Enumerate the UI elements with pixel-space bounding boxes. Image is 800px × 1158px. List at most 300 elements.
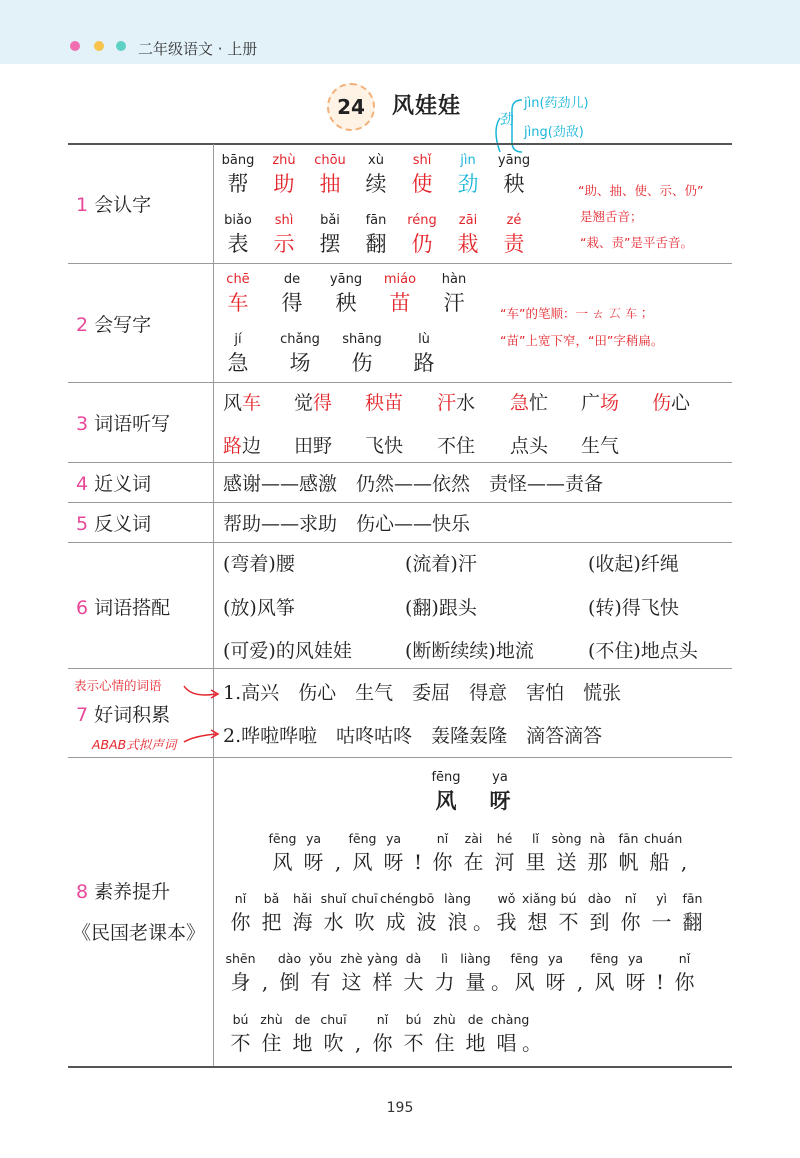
poem-line	[225, 950, 725, 1000]
row-label-7: 7 好词积累	[76, 704, 171, 726]
pinyin: xù	[368, 153, 384, 168]
char-cell	[213, 271, 263, 317]
pinyin: jìn	[460, 153, 476, 168]
row-label-1: 1 会认字	[76, 194, 152, 216]
punctuation	[329, 830, 347, 876]
poem-char	[256, 1011, 287, 1057]
hanzi: 帆	[618, 850, 639, 874]
pinyin: nǐ	[376, 1012, 389, 1027]
arrow-icon	[180, 676, 224, 746]
pinyin: lǐ	[532, 831, 539, 846]
hanzi: 急	[227, 351, 249, 375]
pinyin: chàng	[491, 1012, 530, 1027]
hanzi: 住	[261, 1031, 282, 1055]
dictation-word	[437, 388, 475, 415]
collocation-item: (放)风筝	[223, 597, 295, 619]
poem-title-char	[480, 769, 520, 815]
lesson-title: 风娃娃	[392, 94, 462, 119]
pinyin: chuī	[320, 1012, 347, 1027]
hanzi: 这	[341, 970, 362, 994]
hanzi: 你	[230, 910, 251, 934]
poem-char	[318, 890, 349, 936]
word-segment: 风	[223, 392, 243, 414]
hanzi: 样	[372, 970, 393, 994]
antonyms-text: 帮助——求助 伤心——快乐	[223, 513, 471, 535]
collocation-item: (不住)地点头	[588, 640, 698, 662]
dictation-word	[365, 388, 403, 415]
poem-char	[305, 950, 336, 996]
hanzi: 吹	[354, 910, 375, 934]
hanzi: 不	[230, 1031, 251, 1055]
poem-line	[225, 830, 725, 880]
row-label-8: 8 素养提升	[76, 881, 171, 903]
lesson-number-badge: 24	[327, 83, 375, 131]
pinyin: bú	[405, 1012, 422, 1027]
hanzi: ,	[261, 970, 269, 994]
dictation-word	[510, 431, 548, 458]
hanzi: 风	[435, 788, 457, 813]
pinyin: ya	[492, 770, 508, 785]
word-segment: 伤	[652, 392, 672, 414]
poem-char	[411, 890, 442, 936]
dictation-word	[294, 388, 332, 415]
pinyin: shǐ	[412, 153, 432, 168]
pinyin: hǎi	[292, 891, 313, 906]
pinyin: yāng	[497, 153, 531, 168]
poem-char	[489, 830, 520, 876]
hanzi: 。	[491, 970, 511, 994]
word-segment: 边	[242, 435, 262, 457]
book-title: 二年级语文 · 上册	[138, 40, 258, 58]
page-number: 195	[386, 1100, 414, 1116]
row-label-6: 6 词语搭配	[76, 597, 171, 619]
pinyin: zhè	[340, 951, 363, 966]
hanzi: 风	[514, 970, 535, 994]
hanzi: ,	[680, 850, 688, 874]
hanzi: ,	[576, 970, 584, 994]
word-segment: 车	[242, 392, 262, 414]
pinyin: fēng	[590, 951, 619, 966]
hanzi: 仍	[411, 232, 433, 256]
pinyin: ya	[627, 951, 644, 966]
char-cell	[397, 152, 447, 198]
pinyin: zhù	[260, 1012, 283, 1027]
poem-char	[522, 890, 557, 936]
pinyin: liàng	[460, 951, 491, 966]
pinyin	[571, 950, 589, 968]
pinyin: chē	[226, 272, 250, 287]
hanzi: 助	[273, 172, 295, 196]
hanzi: ,	[354, 1031, 362, 1055]
row-label-4: 4 近义词	[76, 473, 152, 495]
hanzi: 呀	[625, 970, 646, 994]
pinyin: chéng	[380, 891, 419, 906]
hanzi: 风	[272, 850, 293, 874]
hanzi: 地	[465, 1031, 486, 1055]
word-segment: 路	[223, 435, 243, 457]
hanzi: 示	[273, 232, 295, 256]
pinyin: fēng	[510, 951, 539, 966]
row-2-note-1: “车”的笔顺：一 ㄊ 𠫔 车；	[500, 306, 650, 321]
hanzi: 你	[372, 1031, 393, 1055]
hanzi: 翻	[365, 232, 387, 256]
pinyin: ya	[305, 831, 322, 846]
dictation-word	[652, 388, 690, 415]
pinyin: chōu	[314, 153, 346, 168]
poem-char	[347, 830, 378, 876]
char-cell	[375, 271, 425, 317]
yellow-dot	[94, 41, 104, 51]
pinyin: dào	[587, 891, 612, 906]
word-segment: 汗	[437, 392, 457, 414]
jin-reading-1: jìn(药劲儿)	[524, 96, 589, 111]
hanzi: 秧	[335, 291, 357, 315]
word-segment: 点头	[510, 435, 549, 457]
punctuation	[409, 830, 427, 876]
hanzi: 呀	[383, 850, 404, 874]
poem-char	[551, 830, 582, 876]
word-segment: 觉	[294, 392, 314, 414]
poem-char	[287, 890, 318, 936]
teal-dot	[116, 41, 126, 51]
pinyin: chǎng	[280, 332, 320, 347]
pinyin: wǒ	[497, 891, 516, 906]
hanzi: 呀	[545, 970, 566, 994]
poem-char	[458, 830, 489, 876]
pinyin: zhù	[272, 153, 296, 168]
top-banner	[0, 0, 800, 64]
pinyin: fēng	[431, 770, 461, 785]
hanzi: 。	[522, 1031, 542, 1055]
pinyin: de	[294, 1012, 311, 1027]
poem-char	[491, 1011, 530, 1057]
punctuation	[349, 1011, 367, 1057]
pinyin: dà	[405, 951, 422, 966]
hanzi: 浪	[447, 910, 468, 934]
pinyin: fān	[682, 891, 703, 906]
pinyin: réng	[407, 213, 437, 228]
pinyin	[473, 890, 491, 908]
hanzi: !	[413, 850, 423, 874]
char-cell	[259, 212, 309, 258]
row-7-note-1: 表示心情的词语	[74, 678, 162, 693]
char-cell	[213, 152, 263, 198]
pinyin: hé	[496, 831, 513, 846]
poem-char	[615, 890, 646, 936]
poem-char	[225, 1011, 256, 1057]
poem-char	[553, 890, 584, 936]
jin-bracket-icon	[488, 90, 528, 160]
hanzi: 栽	[457, 232, 479, 256]
poem-char	[460, 1011, 491, 1057]
dictation-word	[510, 388, 548, 415]
hanzi: 波	[416, 910, 437, 934]
pinyin: chuán	[644, 831, 683, 846]
hanzi: 唱	[496, 1031, 517, 1055]
char-cell	[337, 331, 387, 377]
hanzi: 倒	[279, 970, 300, 994]
row-1-note-2: 是翘舌音；	[580, 209, 643, 224]
row-divider-3	[68, 462, 732, 463]
hanzi: 劲	[457, 172, 479, 196]
row-1-note-3: “栽、责”是平舌音。	[580, 235, 693, 250]
poem-char	[274, 950, 305, 996]
pinyin: zāi	[458, 213, 478, 228]
pinyin: nà	[589, 831, 606, 846]
pinyin: de	[467, 1012, 484, 1027]
word-segment: 急	[510, 392, 530, 414]
pinyin: hàn	[441, 272, 467, 287]
hanzi: 一	[651, 910, 672, 934]
pinyin: fān	[618, 831, 639, 846]
table-top-border	[68, 143, 732, 145]
hanzi: 你	[674, 970, 695, 994]
collocation-item: (流着)汗	[405, 553, 477, 575]
char-cell	[259, 152, 309, 198]
punctuation	[571, 950, 589, 996]
poem-char	[460, 950, 491, 996]
hanzi: 你	[620, 910, 641, 934]
poem-line	[225, 1011, 725, 1061]
collocation-item: (断断续续)地流	[405, 640, 534, 662]
pinyin: bō	[418, 891, 435, 906]
hanzi: 翻	[682, 910, 703, 934]
char-cell	[429, 271, 479, 317]
pinyin: yàng	[367, 951, 398, 966]
pink-dot	[70, 41, 80, 51]
poem-char	[646, 890, 677, 936]
dictation-word	[365, 431, 403, 458]
good-words-line-1: 1.高兴 伤心 生气 委屈 得意 害怕 慌张	[223, 682, 622, 704]
poem-line	[225, 890, 725, 940]
collocation-item: (弯着)腰	[223, 553, 295, 575]
word-segment: 得	[313, 392, 333, 414]
hanzi: 车	[227, 291, 249, 315]
poem-title-char	[426, 769, 466, 815]
pinyin: nǐ	[624, 891, 637, 906]
char-cell	[305, 152, 355, 198]
pinyin: biǎo	[224, 213, 252, 228]
char-cell	[321, 271, 371, 317]
pinyin	[491, 950, 509, 968]
word-segment: 秧苗	[365, 392, 404, 414]
poem-char	[520, 830, 551, 876]
poem-char	[367, 950, 398, 996]
hanzi: 得	[281, 291, 303, 315]
poem-char	[427, 830, 458, 876]
collocation-item: (翻)跟头	[405, 597, 477, 619]
poem-char	[491, 890, 522, 936]
pinyin	[522, 1011, 540, 1029]
pinyin: dào	[277, 951, 302, 966]
pinyin	[329, 830, 347, 848]
collocation-item: (转)得飞快	[588, 597, 679, 619]
pinyin: chuī	[351, 891, 378, 906]
char-cell	[267, 271, 317, 317]
poem-char	[318, 1011, 349, 1057]
poem-char	[398, 950, 429, 996]
word-segment: 水	[456, 392, 476, 414]
hanzi: 帮	[227, 172, 249, 196]
poem-char	[298, 830, 329, 876]
pinyin	[651, 950, 669, 968]
hanzi: 量	[465, 970, 486, 994]
hanzi: 表	[227, 232, 249, 256]
hanzi: 苗	[389, 291, 411, 315]
pinyin: fēng	[268, 831, 297, 846]
word-segment: 心	[671, 392, 691, 414]
poem-char	[378, 830, 409, 876]
poem-char	[429, 950, 460, 996]
hanzi: 里	[525, 850, 546, 874]
hanzi: 摆	[319, 232, 341, 256]
collocation-item: (可爱)的风娃娃	[223, 640, 352, 662]
pinyin: de	[283, 272, 301, 287]
poem-char	[620, 950, 651, 996]
poem-char	[584, 890, 615, 936]
word-segment: 生气	[581, 435, 620, 457]
pinyin: zhù	[433, 1012, 456, 1027]
hanzi: 风	[352, 850, 373, 874]
char-cell	[443, 212, 493, 258]
jin-char-note: 劲	[500, 112, 514, 128]
row-label-5: 5 反义词	[76, 513, 152, 535]
pinyin: shēn	[225, 951, 256, 966]
char-cell	[351, 152, 401, 198]
punctuation	[473, 890, 491, 936]
word-segment: 广	[581, 392, 601, 414]
punctuation	[491, 950, 509, 996]
row-label-3: 3 词语听写	[76, 413, 171, 435]
pinyin: sòng	[551, 831, 582, 846]
char-cell	[213, 212, 263, 258]
hanzi: 场	[289, 351, 311, 375]
hanzi: 不	[403, 1031, 424, 1055]
row-divider-5	[68, 542, 732, 543]
hanzi: 力	[434, 970, 455, 994]
hanzi: 路	[413, 351, 435, 375]
hanzi: 地	[292, 1031, 313, 1055]
word-segment: 田野	[294, 435, 333, 457]
poem-char	[287, 1011, 318, 1057]
pinyin: làng	[444, 891, 471, 906]
pinyin: ya	[385, 831, 402, 846]
hanzi: 风	[594, 970, 615, 994]
hanzi: 呀	[489, 788, 511, 813]
hanzi: 你	[432, 850, 453, 874]
char-cell	[397, 212, 447, 258]
hanzi: 河	[494, 850, 515, 874]
char-cell	[213, 331, 263, 377]
poem-char	[225, 890, 256, 936]
pinyin: bú	[560, 891, 577, 906]
poem-char	[677, 890, 708, 936]
pinyin: ya	[547, 951, 564, 966]
row-1-note-1: “助、抽、使、示、仍”	[578, 183, 704, 198]
row-2-note-2: “苗”上宽下窄，“田”字稍扁。	[500, 333, 664, 348]
hanzi: 把	[261, 910, 282, 934]
dictation-word	[437, 431, 475, 458]
poem-char	[398, 1011, 429, 1057]
poem-char	[509, 950, 540, 996]
jin-reading-2: jìng(劲敌)	[524, 125, 584, 140]
char-cell	[275, 331, 325, 377]
poem-char	[644, 830, 683, 876]
pinyin	[675, 830, 693, 848]
poem-char	[225, 950, 256, 996]
poem-char	[540, 950, 571, 996]
poem-char	[267, 830, 298, 876]
hanzi: 成	[385, 910, 406, 934]
poem-char	[442, 890, 473, 936]
row-7-note-2: ABAB式拟声词	[92, 737, 177, 752]
word-segment: 飞快	[365, 435, 404, 457]
hanzi: 在	[463, 850, 484, 874]
pinyin: zé	[506, 213, 522, 228]
hanzi: 船	[649, 850, 670, 874]
hanzi: 秧	[503, 172, 525, 196]
dictation-word	[581, 431, 619, 458]
hanzi: 有	[310, 970, 331, 994]
good-words-line-2: 2.哗啦哗啦 咕咚咕咚 轰隆轰隆 滴答滴答	[223, 725, 603, 747]
pinyin	[256, 950, 274, 968]
char-cell	[443, 152, 493, 198]
hanzi: 抽	[319, 172, 341, 196]
hanzi: 汗	[443, 291, 465, 315]
pinyin: shuǐ	[320, 891, 347, 906]
poem-char	[336, 950, 367, 996]
pinyin: jí	[234, 332, 242, 347]
hanzi: !	[655, 970, 665, 994]
pinyin: shì	[274, 213, 294, 228]
hanzi: 水	[323, 910, 344, 934]
punctuation	[675, 830, 693, 876]
dictation-word	[581, 388, 619, 415]
hanzi: 那	[587, 850, 608, 874]
pinyin: xiǎng	[522, 891, 557, 906]
pinyin: nǐ	[678, 951, 691, 966]
poem-char	[613, 830, 644, 876]
poem-char	[256, 890, 287, 936]
word-segment: 忙	[529, 392, 549, 414]
pinyin: miáo	[383, 272, 417, 287]
row-divider-6	[68, 668, 732, 669]
punctuation	[651, 950, 669, 996]
pinyin: yì	[656, 891, 667, 906]
pinyin: nǐ	[436, 831, 449, 846]
pinyin: yāng	[329, 272, 363, 287]
hanzi: 海	[292, 910, 313, 934]
dictation-word	[223, 431, 261, 458]
poem-char	[429, 1011, 460, 1057]
pinyin: bǎi	[320, 213, 340, 228]
hanzi: 大	[403, 970, 424, 994]
hanzi: 身	[230, 970, 251, 994]
row-8-sublabel: 《民国老课本》	[72, 922, 206, 944]
poem-char	[669, 950, 700, 996]
hanzi: 使	[411, 172, 433, 196]
pinyin: lù	[418, 332, 430, 347]
dictation-word	[223, 388, 261, 415]
dictation-word	[294, 431, 332, 458]
row-divider-7	[68, 757, 732, 758]
pinyin: fān	[365, 213, 387, 228]
pinyin	[409, 830, 427, 848]
char-cell	[399, 331, 449, 377]
row-divider-4	[68, 502, 732, 503]
pinyin: nǐ	[234, 891, 247, 906]
hanzi: 续	[365, 172, 387, 196]
